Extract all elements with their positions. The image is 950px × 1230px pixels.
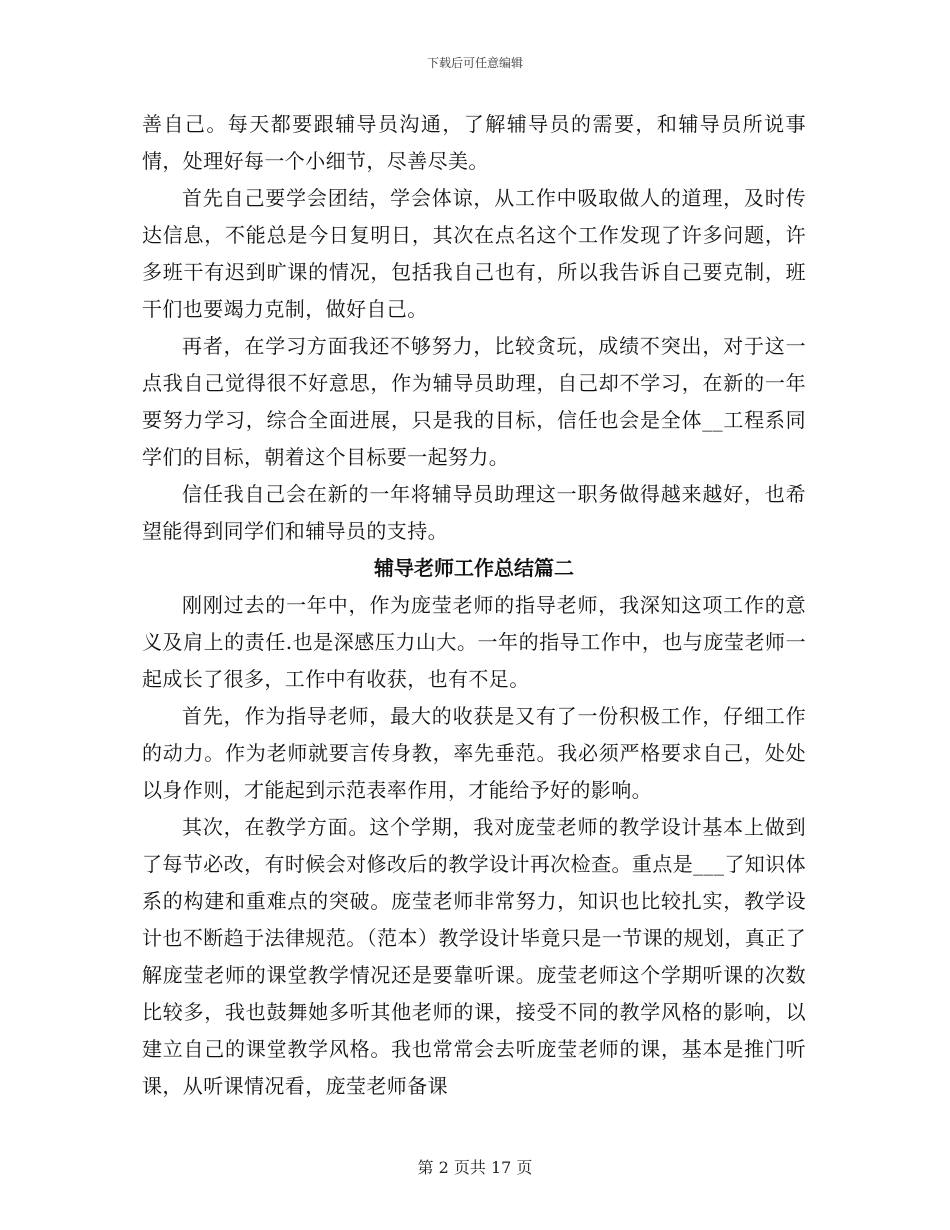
paragraph-continued: 善自己。每天都要跟辅导员沟通，了解辅导员的需要，和辅导员所说事情，处理好每一个小细节，尽善尽美。 [142,112,806,173]
paragraph: 刚刚过去的一年中，作为庞莹老师的指导老师，我深知这项工作的意义及肩上的责任.也是深感压力山大。一年的指导工作中，也与庞莹老师一起成长了很多，工作中有收获，也有不足。 [142,593,806,691]
document-body [142,106,806,1105]
paragraph: 首先，作为指导老师，最大的收获是又有了一份积极工作，仔细工作的动力。作为老师就要言传身教，率先垂范。我必须严格要求自己，处处以身作则，才能起到示范表率作用，才能给予好的影响。 [142,704,806,802]
paragraph: 信任我自己会在新的一年将辅导员助理这一职务做得越来越好，也希望能得到同学们和辅导员的支持。 [142,482,806,543]
section-heading: 辅导老师工作总结篇二 [374,556,574,580]
paragraph: 首先自己要学会团结，学会体谅，从工作中吸取做人的道理，及时传达信息，不能总是今日复明日，其次在点名这个工作发现了许多问题，许多班干有迟到旷课的情况，包括我自己也有，所以我告诉自己要克制，班干们也要竭力克制，做好自己。 [142,186,806,321]
page-header: 下载后可任意编辑 [426,56,523,70]
paragraph: 再者，在学习方面我还不够努力，比较贪玩，成绩不突出，对于这一点我自己觉得很不好意思，作为辅导员助理，自己却不学习，在新的一年要努力学习，综合全面进展，只是我的目标，信任也会是全体__工程系同学们的目标，朝着这个目标要一起努力。 [142,334,806,469]
paragraph: 其次，在教学方面。这个学期，我对庞莹老师的教学设计基本上做到了每节必改，有时候会对修改后的教学设计再次检查。重点是___了知识体系的构建和重难点的突破。庞莹老师非常努力，知识也比较扎实，教学设计也不断趋于法律规范。（范本）教学设计毕竟只是一节课的规划，真正了解庞莹老师的课堂教学情况还是要靠听课。庞莹老师这个学期听课的次数比较多，我也鼓舞她多听其他老师的课，接受不同的教学风格的影响，以建立自己的课堂教学风格。我也常常会去听庞莹老师的课，基本是推门听课，从听课情况看，庞莹老师备课 [142,815,806,1098]
page-footer: 第 2 页共 17 页 [417,1158,533,1177]
